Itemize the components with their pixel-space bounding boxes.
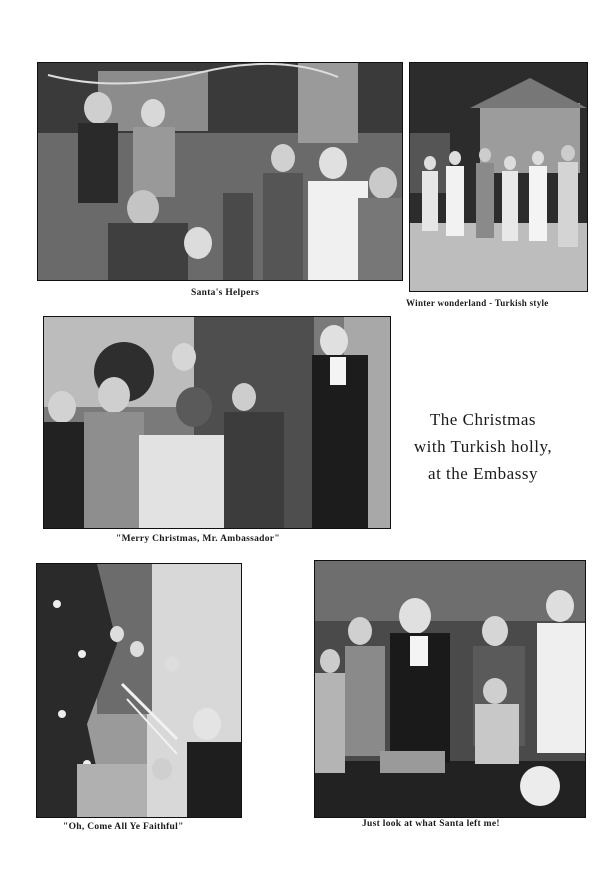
photo-come-all-ye-faithful bbox=[36, 563, 242, 818]
caption-come-all-ye-faithful: "Oh, Come All Ye Faithful" bbox=[63, 822, 184, 832]
headline-line-1: The Christmas bbox=[429, 410, 537, 429]
caption-santa-left-me: Just look at what Santa left me! bbox=[362, 819, 500, 829]
headline-line-2: with Turkish holly, bbox=[413, 437, 553, 456]
caption-winter-wonderland: Winter wonderland - Turkish style bbox=[406, 298, 549, 308]
photo-santa-left-me bbox=[314, 560, 586, 818]
photo-santas-helpers bbox=[37, 62, 403, 281]
caption-santas-helpers: Santa's Helpers bbox=[191, 288, 260, 298]
headline-line-3: at the Embassy bbox=[428, 464, 538, 483]
caption-merry-christmas: "Merry Christmas, Mr. Ambassador" bbox=[116, 534, 280, 544]
photo-winter-wonderland bbox=[409, 62, 588, 292]
photo-merry-christmas bbox=[43, 316, 391, 529]
page-headline bbox=[398, 406, 568, 487]
